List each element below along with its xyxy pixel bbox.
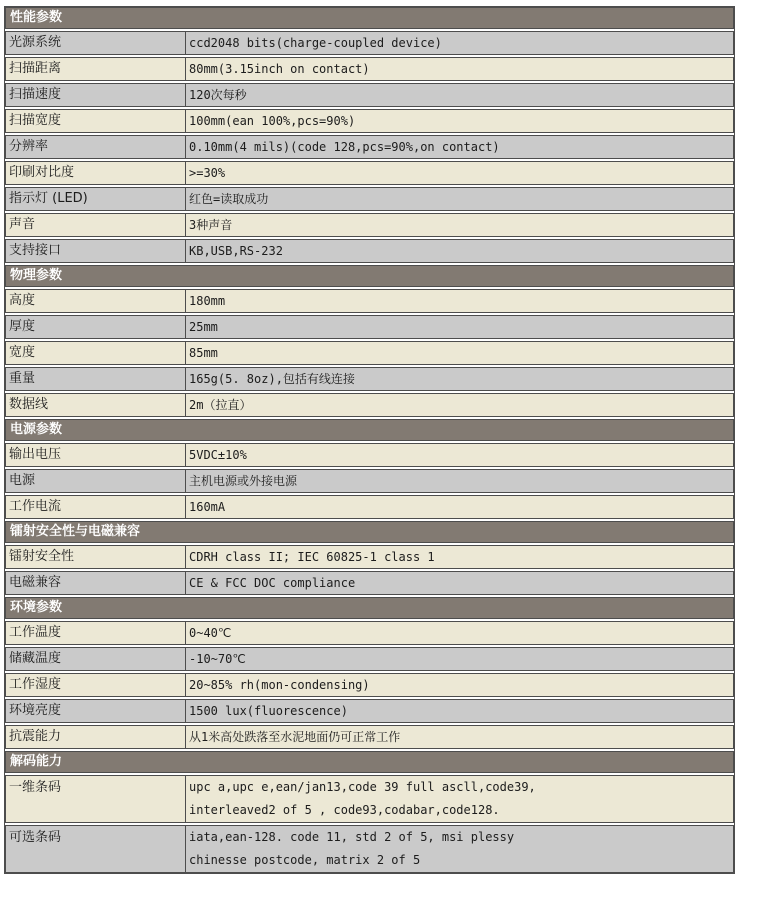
row-value-line: chinesse postcode, matrix 2 of 5 <box>189 853 421 867</box>
row-label: 电磁兼容 <box>6 572 186 594</box>
row-label: 扫描距离 <box>6 58 186 80</box>
row-label: 印刷对比度 <box>6 162 186 184</box>
row-value <box>186 214 733 236</box>
row-value <box>186 726 733 748</box>
table-row <box>5 699 734 723</box>
row-label: 电源 <box>6 470 186 492</box>
table-row <box>5 239 734 263</box>
section-title: 环境参数 <box>10 600 63 615</box>
section-title: 物理参数 <box>10 268 63 283</box>
row-value-line: 85mm <box>189 346 218 360</box>
table-row <box>5 775 734 823</box>
row-label: 支持接口 <box>6 240 186 262</box>
row-value-line: 5VDC±10% <box>189 448 247 462</box>
row-label: 光源系统 <box>6 32 186 54</box>
row-label: 声音 <box>6 214 186 236</box>
table-row <box>5 621 734 645</box>
table-row <box>5 571 734 595</box>
row-value <box>186 110 733 132</box>
row-value-line: 100mm(ean 100%,pcs=90%) <box>189 114 356 128</box>
row-label: 宽度 <box>6 342 186 364</box>
row-value <box>186 162 733 184</box>
row-label: 储藏温度 <box>6 648 186 670</box>
table-row <box>5 161 734 185</box>
row-value-line: upc a,upc e,ean/jan13,code 39 full ascll,code39, <box>189 780 536 794</box>
row-value <box>186 394 733 416</box>
row-value <box>186 290 733 312</box>
table-row <box>5 673 734 697</box>
row-value-line: 180mm <box>189 294 226 308</box>
row-value <box>186 648 733 670</box>
table-row <box>5 187 734 211</box>
row-value <box>186 826 733 872</box>
row-label: 输出电压 <box>6 444 186 466</box>
row-label: 一维条码 <box>6 776 186 822</box>
row-label: 重量 <box>6 368 186 390</box>
table-row <box>5 647 734 671</box>
row-value-line: 0.10mm(4 mils)(code 128,pcs=90%,on contact) <box>189 140 500 154</box>
row-value <box>186 444 733 466</box>
table-row <box>5 31 734 55</box>
row-label: 厚度 <box>6 316 186 338</box>
row-label: 环境亮度 <box>6 700 186 722</box>
table-row <box>5 545 734 569</box>
row-value-line: CE & FCC DOC compliance <box>189 576 356 590</box>
row-value-line: -10~70℃ <box>189 652 246 666</box>
row-value <box>186 776 733 822</box>
section-title: 镭射安全性与电磁兼容 <box>10 524 141 539</box>
row-value <box>186 674 733 696</box>
row-value <box>186 368 733 390</box>
row-value <box>186 136 733 158</box>
row-value <box>186 470 733 492</box>
table-row <box>5 341 734 365</box>
table-row <box>5 393 734 417</box>
row-value <box>186 32 733 54</box>
row-value-line: 3种声音 <box>189 218 233 232</box>
row-label: 工作湿度 <box>6 674 186 696</box>
row-label: 数据线 <box>6 394 186 416</box>
spec-table <box>4 6 735 874</box>
table-row <box>5 443 734 467</box>
row-value <box>186 316 733 338</box>
row-value-line: 25mm <box>189 320 218 334</box>
row-label: 扫描速度 <box>6 84 186 106</box>
table-row <box>5 289 734 313</box>
row-value-line: >=30% <box>189 166 226 180</box>
section-header <box>5 265 734 287</box>
row-label: 指示灯 (LED) <box>6 188 186 210</box>
row-value <box>186 572 733 594</box>
row-value-line: 红色=读取成功 <box>189 192 269 206</box>
row-value-line: 2m（拉直） <box>189 398 252 412</box>
row-value <box>186 58 733 80</box>
row-value-line: ccd2048 bits(charge-coupled device) <box>189 36 442 50</box>
row-value <box>186 342 733 364</box>
row-value <box>186 622 733 644</box>
row-value-line: 120次每秒 <box>189 88 247 102</box>
row-label: 镭射安全性 <box>6 546 186 568</box>
table-row <box>5 495 734 519</box>
row-label: 工作电流 <box>6 496 186 518</box>
table-row <box>5 135 734 159</box>
section-header <box>5 751 734 773</box>
section-header <box>5 7 734 29</box>
row-label: 可选条码 <box>6 826 186 872</box>
row-value <box>186 496 733 518</box>
table-row <box>5 725 734 749</box>
section-title: 性能参数 <box>10 10 63 25</box>
row-value-line: CDRH class II; IEC 60825-1 class 1 <box>189 550 435 564</box>
row-value-line: 80mm(3.15inch on contact) <box>189 62 370 76</box>
row-value-line: 20~85% rh(mon-condensing) <box>189 678 370 692</box>
row-value-line: 1500 lux(fluorescence) <box>189 704 348 718</box>
row-label: 扫描宽度 <box>6 110 186 132</box>
row-value-line: 160mA <box>189 500 226 514</box>
row-value <box>186 546 733 568</box>
section-title: 解码能力 <box>10 754 63 769</box>
section-header <box>5 597 734 619</box>
row-value-line: KB,USB,RS-232 <box>189 244 283 258</box>
row-label: 抗震能力 <box>6 726 186 748</box>
row-value-line: iata,ean-128. code 11, std 2 of 5, msi plessy <box>189 830 515 844</box>
row-label: 分辨率 <box>6 136 186 158</box>
section-title: 电源参数 <box>10 422 63 437</box>
table-row <box>5 825 734 873</box>
table-row <box>5 315 734 339</box>
table-row <box>5 367 734 391</box>
row-value-line: 从1米高处跌落至水泥地面仍可正常工作 <box>189 730 401 744</box>
table-row <box>5 213 734 237</box>
row-value-line: 主机电源或外接电源 <box>189 474 298 488</box>
table-row <box>5 109 734 133</box>
row-value-line: 165g(5. 8oz),包括有线连接 <box>189 372 355 386</box>
row-value <box>186 240 733 262</box>
section-header <box>5 419 734 441</box>
table-row <box>5 83 734 107</box>
row-value <box>186 84 733 106</box>
row-label: 高度 <box>6 290 186 312</box>
row-label: 工作温度 <box>6 622 186 644</box>
section-header <box>5 521 734 543</box>
row-value-line: 0~40℃ <box>189 626 232 640</box>
row-value-line: interleaved2 of 5 , code93,codabar,code128. <box>189 803 500 817</box>
table-row <box>5 57 734 81</box>
row-value <box>186 188 733 210</box>
table-row <box>5 469 734 493</box>
row-value <box>186 700 733 722</box>
